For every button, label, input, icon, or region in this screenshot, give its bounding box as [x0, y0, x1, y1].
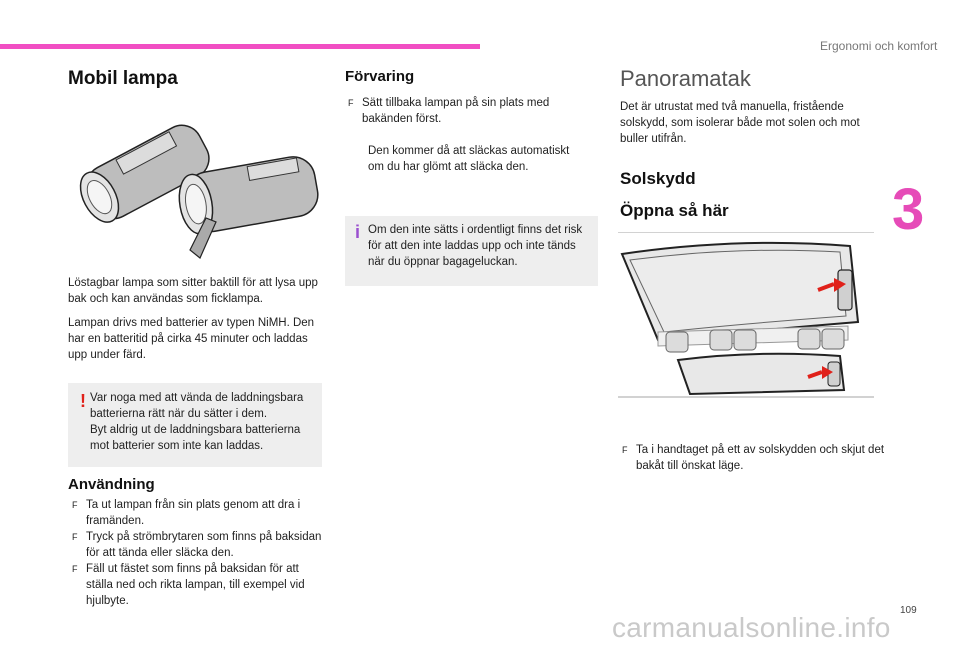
sunshade-illustration	[618, 232, 876, 400]
list-item: F Fäll ut fästet som finns på baksidan för att ställa ned och rikta lampan, till exempel vid hjulbyte.	[72, 563, 305, 607]
lamp-illustration	[68, 100, 324, 270]
open-title: Öppna så här	[620, 201, 729, 220]
header-accent-bar	[0, 44, 480, 49]
chapter-number: 3	[892, 177, 925, 242]
lamp-description: Löstagbar lampa som sitter baktill för att lysa upp bak och kan användas som ficklampa.	[68, 277, 318, 305]
info-icon: i	[355, 222, 361, 242]
storage-title: Förvaring	[345, 68, 415, 85]
bullet-icon: F	[72, 564, 78, 574]
bullet-icon: F	[622, 445, 628, 455]
bullet-icon: F	[348, 98, 354, 108]
warning-text-1: Var noga med att vända de laddningsbara batterierna rätt när du sätter i dem.	[90, 392, 304, 420]
warning-text-2: Byt aldrig ut de laddningsbara batterierna mot batterier som inte kan laddas.	[90, 424, 301, 452]
list-item: F Tryck på strömbrytaren som finns på baksidan för att tända eller släcka den.	[72, 531, 322, 559]
warning-icon: !	[80, 391, 86, 411]
usage-list	[72, 497, 322, 609]
bullet-icon: F	[72, 500, 78, 510]
list-item: F Ta ut lampan från sin plats genom att dra i framänden.	[72, 499, 301, 527]
info-text: Om den inte sätts i ordentligt finns det risk för att den inte laddas upp och inte tänds när du öppnar bagageluckan.	[368, 224, 583, 268]
page-number: 109	[900, 605, 917, 616]
info-box	[345, 216, 598, 286]
watermark: carmanualsonline.info	[612, 612, 891, 643]
mobile-lamp-title: Mobil lampa	[68, 68, 178, 89]
section-title: Ergonomi och komfort	[820, 39, 938, 53]
sunshade-title: Solskydd	[620, 169, 696, 188]
storage-step: F Sätt tillbaka lampan på sin plats med bakänden först.	[348, 97, 550, 125]
lamp-battery-info: Lampan drivs med batterier av typen NiMH. Den har en batteritid på cirka 45 minuter och laddas upp under färd.	[68, 317, 315, 361]
usage-title: Användning	[68, 476, 155, 493]
warning-box	[68, 383, 322, 467]
bullet-icon: F	[72, 532, 78, 542]
storage-auto-off: Den kommer då att släckas automatiskt om du har glömt att släcka den.	[368, 145, 570, 173]
open-step: F Ta i handtaget på ett av solskydden och skjut det bakåt till önskat läge.	[622, 444, 885, 472]
panorama-description: Det är utrustat med två manuella, fristående solskydd, som isolerar både mot solen och mot buller utifrån.	[620, 101, 860, 145]
panorama-roof-title: Panoramatak	[620, 66, 751, 91]
